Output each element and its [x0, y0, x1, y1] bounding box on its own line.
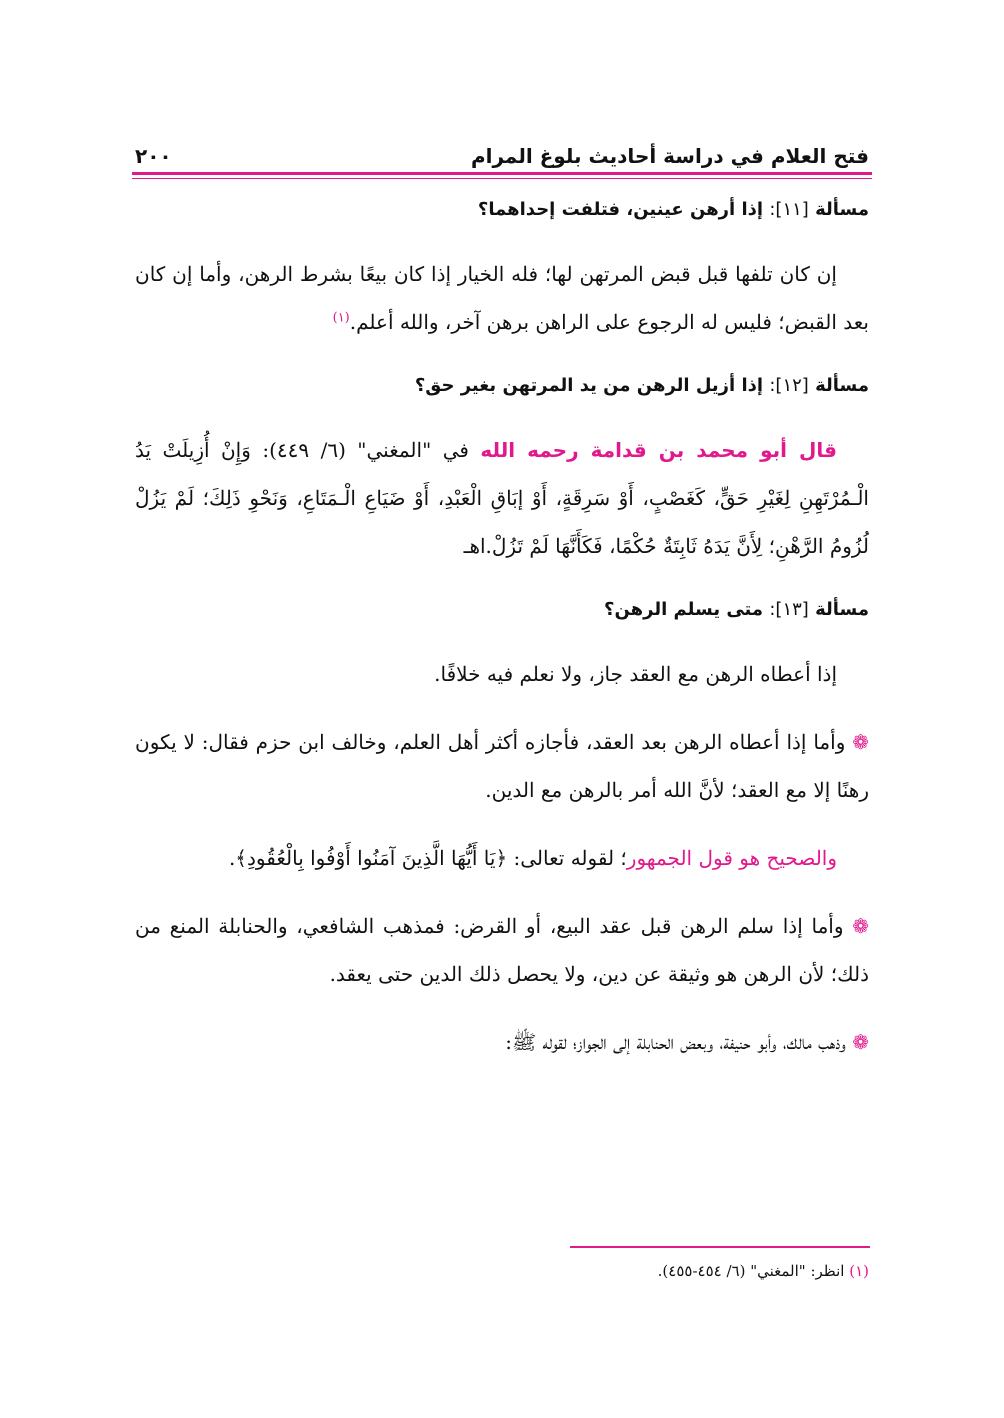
- paragraph-text: وأما إذا أعطاه الرهن بعد العقد، فأجازه أكثر أهل العلم، وخالف ابن حزم فقال: لا يكون رهنًا إلا مع العقد؛ لأنَّ الله أمر بالرهن مع الدين.: [135, 730, 869, 802]
- bullet-paragraph: [135, 902, 869, 998]
- question-number: [١١]:: [769, 199, 809, 220]
- footnote-number: (١): [849, 1262, 869, 1280]
- paragraph-text: وأما إذا سلم الرهن قبل عقد البيع، أو القرض: فمذهب الشافعي، والحنابلة المنع من ذلك؛ لأن الرهن هو وثيقة عن دين، ولا يحصل ذلك الدين حتى يعقد.: [135, 914, 869, 986]
- flower-bullet-icon: ❁: [852, 730, 869, 754]
- question-number: [١٢]:: [769, 375, 809, 396]
- quoted-author: قال أبو محمد بن قدامة رحمه الله: [480, 438, 838, 462]
- footnote: [658, 1262, 869, 1280]
- question-text: متى يسلم الرهن؟: [604, 599, 764, 620]
- question-text: إذا أزيل الرهن من يد المرتهن بغير حق؟: [414, 375, 764, 396]
- question-label: مسألة: [815, 199, 869, 220]
- paragraph-text: وذهب مالك، وأبو حنيفة، وبعض الحنابلة إلى الجواز؛ لقوله ﷺ:: [505, 1030, 846, 1054]
- bullet-paragraph: [135, 1018, 869, 1066]
- header-rule: [132, 172, 872, 175]
- paragraph: [135, 834, 869, 882]
- paragraph-text: ؛ لقوله تعالى: ﴿يَا أَيُّهَا الَّذِينَ آمَنُوا أَوْفُوا بِالْعُقُودِ﴾.: [228, 846, 627, 870]
- paragraph-text: إن كان تلفها قبل قبض المرتهن لها؛ فله الخيار إذا كان بيعًا بشرط الرهن، وأما إن كان بعد القبض؛ فليس له الرجوع على الراهن برهن آخر، والله أعلم.: [135, 262, 869, 334]
- question-text: إذا أرهن عينين، فتلفت إحداهما؟: [477, 199, 764, 220]
- question-heading-13: [135, 590, 869, 630]
- page-number: ٢٠٠: [135, 144, 172, 168]
- quote-text: في "المغني" (٦/ ٤٤٩): وَإِنْ أُزِيلَتْ يَدُ الْـمُرْتَهِنِ لِغَيْرِ حَقٍّ، كَغَصْبٍ، أَوْ سَرِقَةٍ، أَوْ إبَاقِ الْعَبْدِ، أَوْ ضَيَاعِ الْـمَتَاعِ، وَنَحْوِ ذَلِكَ؛ لَمْ يَزُلْ لُزُومُ الرَّهْنِ؛ لِأَنَّ يَدَهُ ثَابِتَةٌ حُكْمًا، فَكَأَنَّهَا لَمْ تَزُلْ.اهـ: [135, 438, 869, 558]
- footnote-text: انظر: "المغني" (٦/ ٤٥٤-٤٥٥).: [657, 1262, 845, 1280]
- quote-paragraph: [135, 426, 869, 570]
- page-header: [135, 128, 869, 168]
- question-label: مسألة: [815, 599, 869, 620]
- question-heading-12: [135, 366, 869, 406]
- book-title: فتح العلام في دراسة أحاديث بلوغ المرام: [470, 144, 869, 168]
- question-number: [١٣]:: [769, 599, 809, 620]
- flower-bullet-icon: ❁: [852, 1030, 869, 1054]
- footnote-ref: (١): [332, 310, 350, 326]
- question-heading-11: [135, 190, 869, 230]
- footnote-rule: [570, 1246, 870, 1248]
- question-label: مسألة: [815, 375, 869, 396]
- highlighted-text: والصحيح هو قول الجمهور: [626, 846, 837, 870]
- flower-bullet-icon: ❁: [852, 914, 869, 938]
- paragraph: إذا أعطاه الرهن مع العقد جاز، ولا نعلم فيه خلافًا.: [434, 662, 837, 686]
- page-body: [135, 190, 869, 1086]
- paragraph: [135, 250, 869, 346]
- header-rule-thin: [132, 178, 872, 179]
- bullet-paragraph: [135, 718, 869, 814]
